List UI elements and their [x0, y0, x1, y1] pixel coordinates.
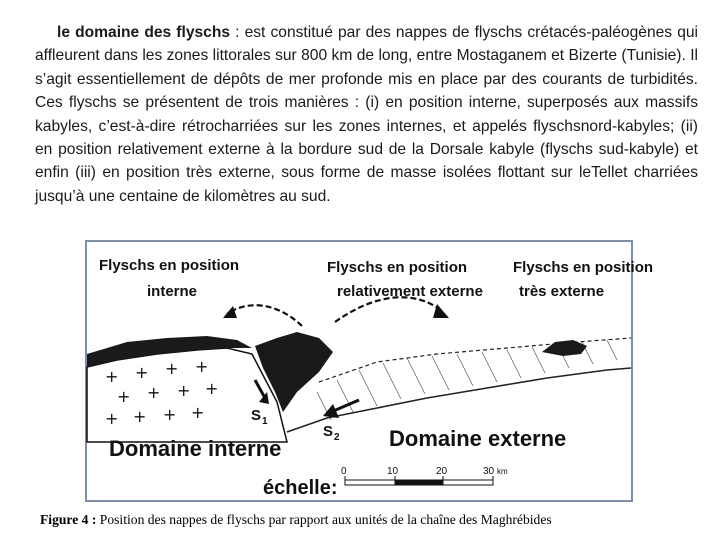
scale-label-30: 30 [483, 466, 495, 477]
svg-text:+: + [163, 405, 177, 424]
label-tres-line2: très externe [519, 283, 605, 300]
svg-text:+: + [135, 363, 149, 382]
svg-text:+: + [147, 383, 161, 402]
figure-caption [40, 512, 700, 528]
label-rel-line1: Flyschs en position [327, 259, 468, 276]
label-tres-line1: Flyschs en position [513, 259, 654, 276]
retro-thrust-arrowhead [223, 306, 237, 318]
scale-label-20: 20 [436, 466, 448, 477]
label-interne-line1: Flyschs en position [99, 257, 240, 274]
svg-text:+: + [177, 381, 191, 400]
label-s1-sub: 1 [262, 416, 268, 427]
thrust-arrow-external-head [433, 304, 449, 318]
retro-thrust-arrow [227, 305, 302, 326]
svg-text:+: + [117, 387, 131, 406]
scale-unit: km [497, 467, 508, 476]
svg-text:+: + [105, 409, 119, 428]
paragraph-text: : est constitué par des nappes de flyschs crétacés-paléogènes qui affleurent dans les zones littorales sur 800 km de long, entre Mostaganem et Bizerte (Tunisie). Il s’agit essentiellement de dépôts de mer profonde mis en place par des courants de turbidités. Ces flyschs se présentent de trois manières : (i) en position interne, superposés aux massifs kabyles, c’est-à-dire rétrocharriées sur les zones internes, et appelés flyschsnord-kabyles; (ii) en position relativement externe à la bordure sud de la Dorsale kabyle (flyschs sud-kabyle) et enfin (iii) en position très externe, sous forme de masse isolées flottant sur leTellet charriées jusqu’à une centaine de kilomètres au sud. [35, 24, 699, 205]
label-domaine-externe: Domaine externe [389, 426, 567, 451]
svg-text:+: + [195, 357, 209, 376]
label-rel-line2: relativement externe [337, 283, 483, 300]
label-echelle: échelle: [263, 477, 338, 499]
thrust-arrow-external [335, 297, 443, 322]
svg-text:+: + [191, 403, 205, 422]
scale-label-10: 10 [387, 466, 399, 477]
svg-text:+: + [205, 379, 219, 398]
label-interne-line2: interne [147, 283, 198, 300]
scale-label-0: 0 [341, 466, 347, 477]
svg-text:+: + [133, 407, 147, 426]
label-s1: S [251, 407, 262, 424]
label-s2: S [323, 423, 334, 440]
paragraph-lead: le domaine des flyschs [57, 24, 231, 41]
body-paragraph [35, 21, 698, 208]
caption-text: Position des nappes de flyschs par rapport aux unités de la chaîne des Maghrébides [96, 512, 552, 527]
label-domaine-interne: Domaine interne [109, 436, 282, 461]
cross-section-diagram [87, 242, 654, 500]
scale-bar [345, 476, 493, 485]
svg-text:+: + [165, 359, 179, 378]
label-s2-sub: 2 [334, 432, 340, 443]
caption-label: Figure 4 : [40, 512, 97, 527]
svg-text:+: + [105, 367, 119, 386]
cross-section-figure [85, 240, 654, 502]
